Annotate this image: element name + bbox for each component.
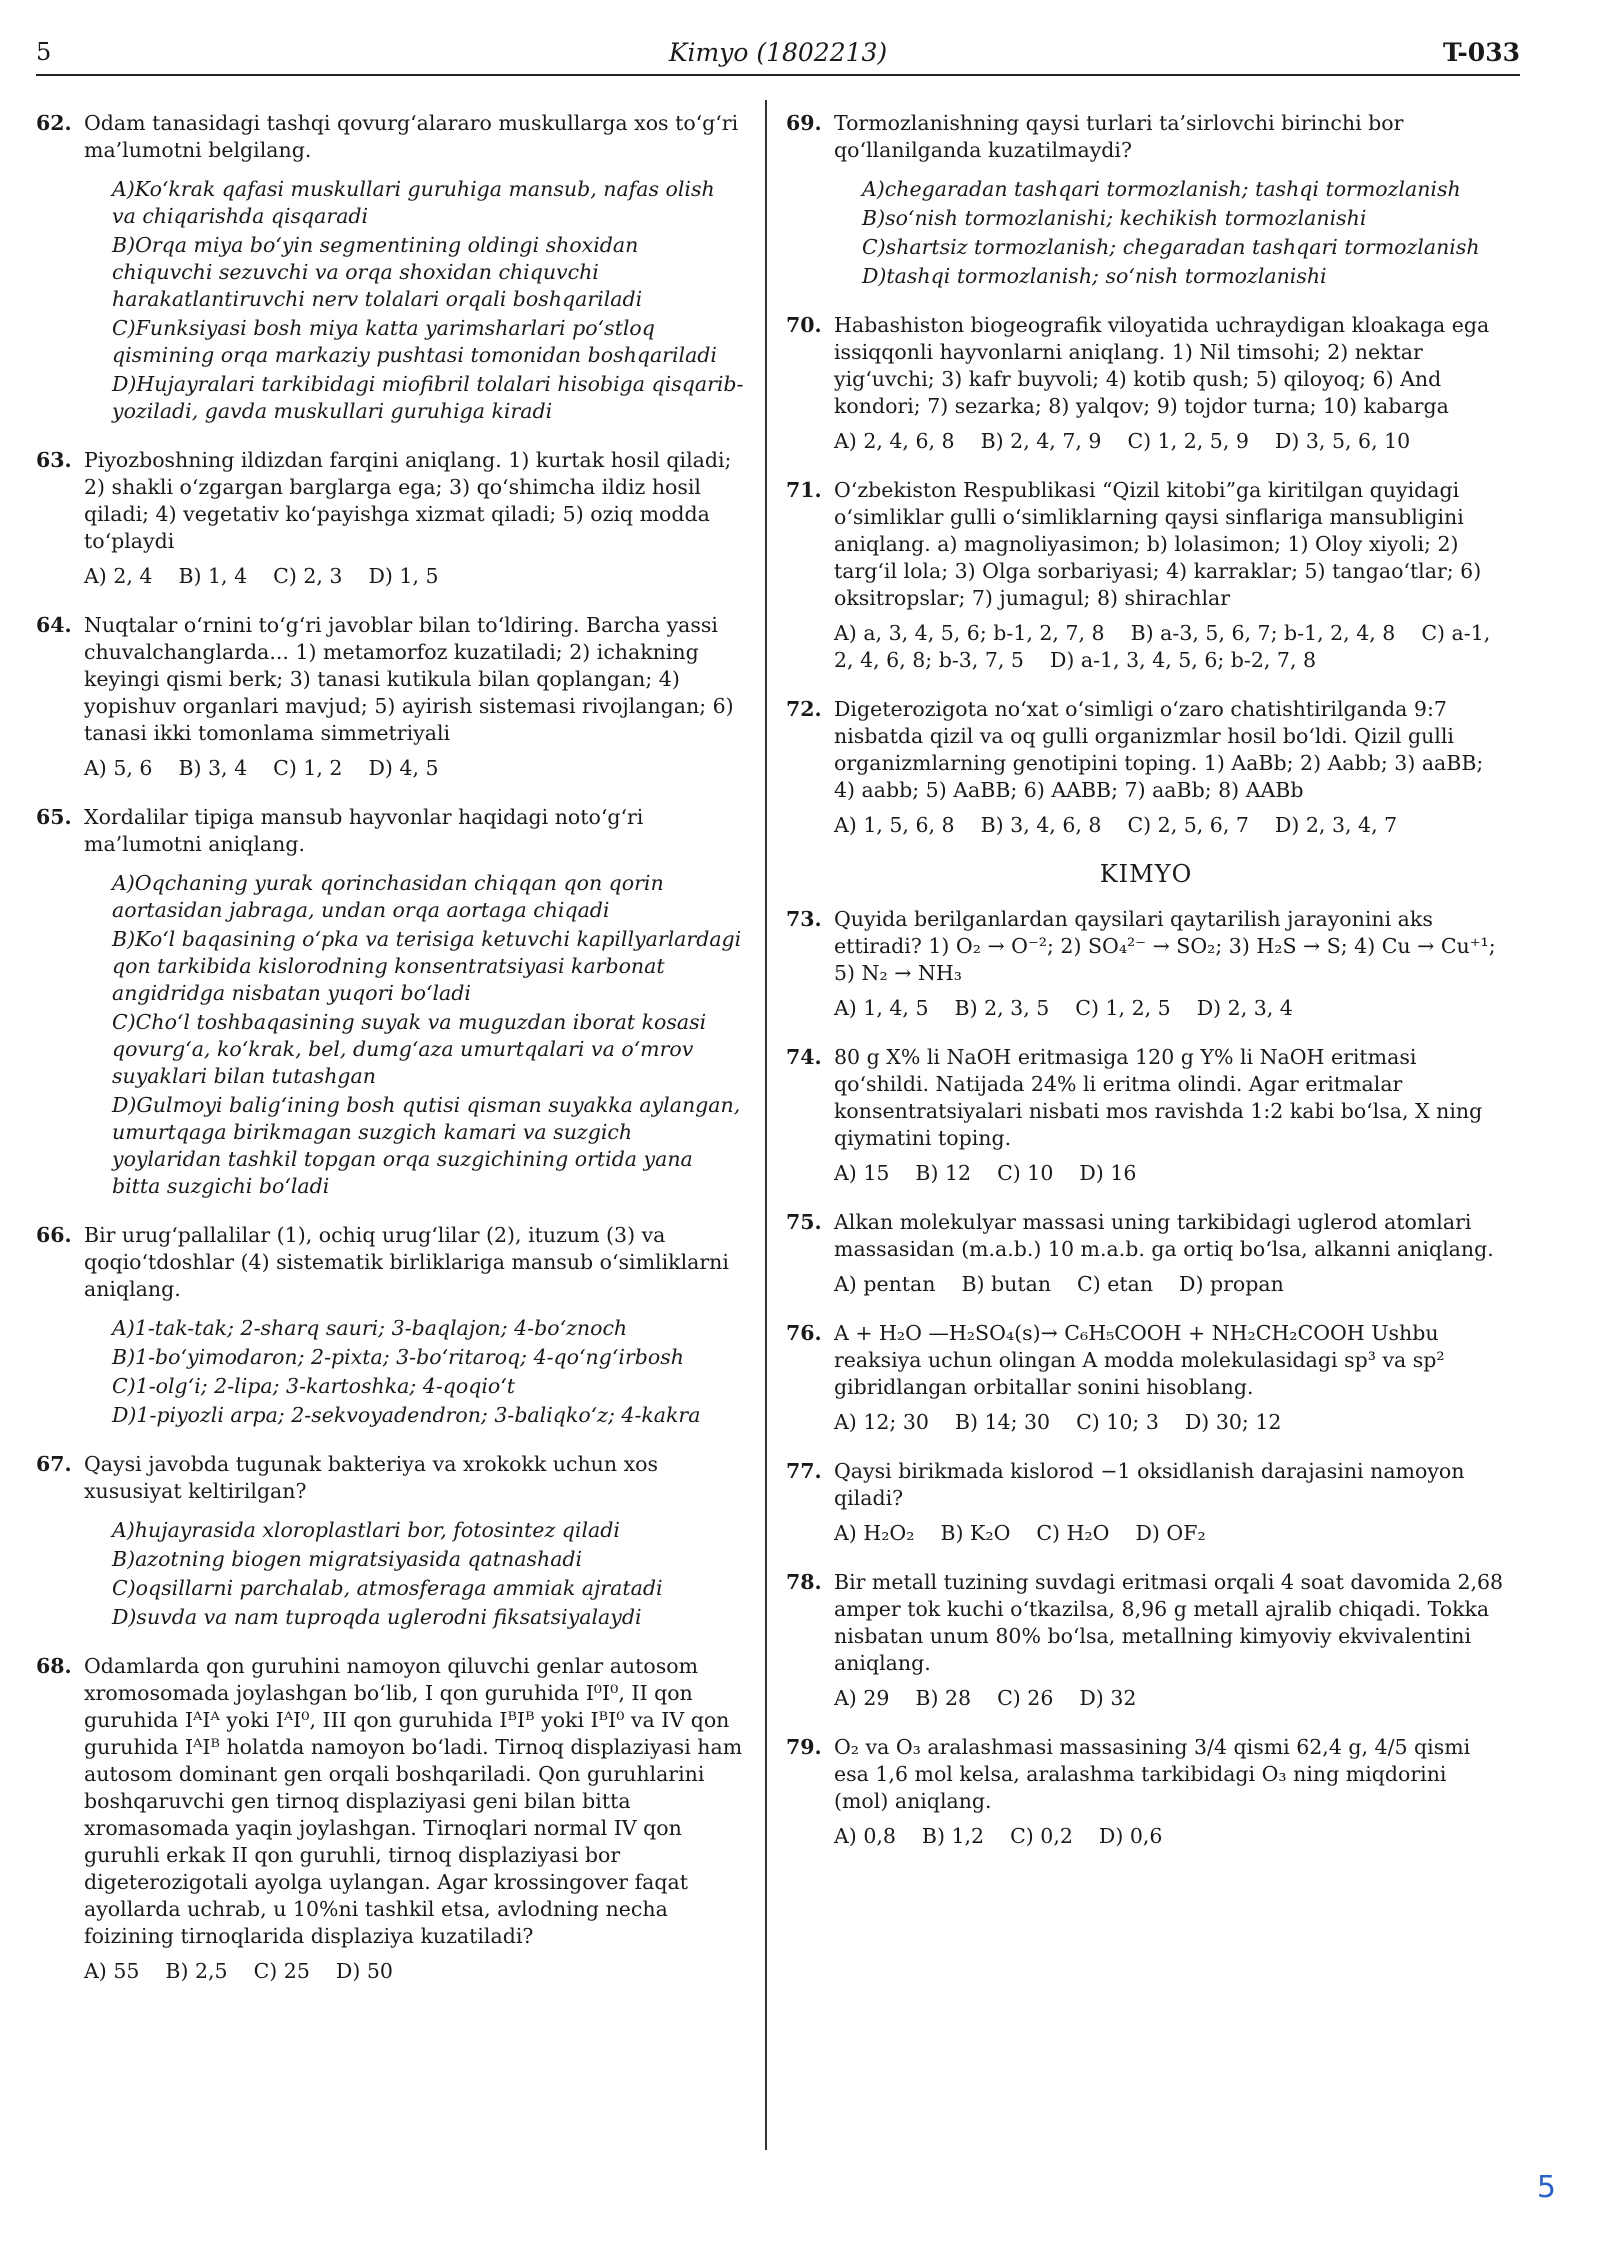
answer-option[interactable]: D)tashqi tormozlanish; so‘nish tormozlanishi xyxy=(862,264,1327,288)
question-text: Alkan molekulyar massasi uning tarkibidagi uglerod atomlari massasidan (m.a.b.) 10 m.a.b. ga ortiq bo‘lsa, alkanni aniqlang. xyxy=(834,1210,1494,1261)
question-item xyxy=(786,1734,1506,1850)
page-header xyxy=(36,34,1520,76)
question-text: Nuqtalar o‘rnini to‘g‘ri javoblar bilan to‘ldiring. Barcha yassi chuvalchanglarda... 1) metamorfoz kuzatiladi; 2) ichakning keyingi qismi berk; 3) tanasi kutikula bilan qoplangan; 4) yopishuv organlari mavjud; 5) ayirish sistemasi rivojlangan; 6) tanasi ikki tomonlama simmetriyali xyxy=(84,613,734,745)
section-title: KIMYO xyxy=(1099,860,1193,888)
question-item xyxy=(36,1451,744,1631)
answer-option[interactable]: C) a-1, 2, 4, 6, 8; b-3, 7, 5 xyxy=(834,621,1491,672)
answer-option[interactable]: C) 25 xyxy=(253,1959,310,1983)
question-item xyxy=(36,1653,744,1985)
answer-options xyxy=(84,1958,744,1985)
answer-option[interactable]: B)azotning biogen migratsiyasida qatnashadi xyxy=(112,1547,583,1571)
answer-options xyxy=(834,812,1506,839)
answer-option[interactable]: B) 1,2 xyxy=(921,1824,985,1848)
question-number: 78. xyxy=(786,1570,822,1594)
answer-option[interactable]: C) H₂O xyxy=(1036,1521,1110,1545)
answer-options xyxy=(834,995,1506,1022)
question-item xyxy=(36,612,744,782)
answer-option[interactable]: C)oqsillarni parchalab, atmosferaga ammiak ajratadi xyxy=(112,1576,663,1600)
answer-options xyxy=(84,1315,744,1429)
question-item xyxy=(786,696,1506,839)
question-item xyxy=(36,804,744,1200)
question-number: 72. xyxy=(786,697,822,721)
answer-option[interactable]: B)Orqa miya bo‘yin segmentining oldingi shoxidan chiquvchi sezuvchi va orqa shoxidan chiquvchi harakatlantiruvchi nerv tolalari orqali boshqariladi xyxy=(112,233,643,311)
answer-option[interactable]: D) 16 xyxy=(1079,1161,1137,1185)
question-number: 63. xyxy=(36,448,72,472)
question-text: Xordalilar tipiga mansub hayvonlar haqidagi noto‘g‘ri ma’lumotni aniqlang. xyxy=(84,805,644,856)
answer-option[interactable]: C) 1, 2, 5, 9 xyxy=(1127,429,1249,453)
answer-option[interactable]: D) 4, 5 xyxy=(368,756,439,780)
answer-option[interactable]: B) 12 xyxy=(915,1161,972,1185)
answer-option[interactable]: A) 1, 4, 5 xyxy=(834,996,929,1020)
answer-option[interactable]: A) a, 3, 4, 5, 6; b-1, 2, 7, 8 xyxy=(834,621,1105,645)
answer-option[interactable]: D)Hujayralari tarkibidagi miofibril tolalari hisobiga qisqarib-yoziladi, gavda muskullari guruhiga kiradi xyxy=(112,372,744,423)
question-text: O‘zbekiston Respublikasi “Qizil kitobi”ga kiritilgan quyidagi o‘simliklar gulli o‘simliklarning qaysi sinflariga mansubligini aniqlang. a) magnoliyasimon; b) lolasimon; 1) Oloy xiyoli; 2) targ‘il lola; 3) Olga sorbariyasi; 4) karraklar; 5) tangao‘tlar; 6) oksitropslar; 7) jumagul; 8) shirachlar xyxy=(834,478,1482,610)
answer-option[interactable]: D) 1, 5 xyxy=(368,564,439,588)
question-number: 66. xyxy=(36,1223,72,1247)
answer-options xyxy=(84,563,744,590)
answer-option[interactable]: B)Ko‘l baqasining o‘pka va terisiga ketuvchi kapillyarlardagi qon tarkibida kislorodning konsentratsiyasi karbonat angidridga nisbatan yuqori bo‘ladi xyxy=(112,927,742,1005)
answer-option[interactable]: B) 3, 4, 6, 8 xyxy=(980,813,1102,837)
answer-option[interactable]: C) 0,2 xyxy=(1010,1824,1073,1848)
question-text: A + H₂O —H₂SO₄(s)→ C₆H₅COOH + NH₂CH₂COOH Ushbu reaksiya uchun olingan A modda molekulasidagi sp³ va sp² gibridlangan orbitallar sonini hisoblang. xyxy=(834,1321,1445,1399)
question-item xyxy=(786,1458,1506,1547)
answer-option[interactable]: C)Funksiyasi bosh miya katta yarimsharlari po‘stloq qismining orqa markaziy pushtasi tomonidan boshqariladi xyxy=(112,316,717,367)
answer-options xyxy=(84,755,744,782)
question-text: Digeterozigota no‘xat o‘simligi o‘zaro chatishtirilganda 9:7 nisbatda qizil va oq gulli organizmlar hosil bo‘ldi. Qizil gulli organizmlarning genotipini toping. 1) AaBb; 2) Aabb; 3) aaBB; 4) aabb; 5) AaBB; 6) AABB; 7) aaBb; 8) AABb xyxy=(834,697,1484,802)
answer-option[interactable]: A) H₂O₂ xyxy=(834,1521,915,1545)
answer-options xyxy=(84,176,744,425)
question-number: 79. xyxy=(786,1735,822,1759)
answer-option[interactable]: A) 12; 30 xyxy=(834,1410,929,1434)
question-number: 67. xyxy=(36,1452,72,1476)
answer-options xyxy=(84,1517,744,1631)
answer-option[interactable]: B)1-bo‘yimodaron; 2-pixta; 3-bo‘ritaroq; 4-qo‘ng‘irbosh xyxy=(112,1345,684,1369)
answer-option[interactable]: D)Gulmoyi balig‘ining bosh qutisi qisman suyakka aylangan, umurtqaga birikmagan suzgich kamari va suzgich yoylaridan tashkil topgan orqa suzgichining ortida yana bitta suzgichi bo‘ladi xyxy=(112,1093,741,1198)
question-item xyxy=(786,477,1506,674)
question-item xyxy=(786,1569,1506,1712)
answer-option[interactable]: D) 3, 5, 6, 10 xyxy=(1274,429,1411,453)
answer-option[interactable]: A) 29 xyxy=(834,1686,890,1710)
question-text: Qaysi birikmada kislorod −1 oksidlanish darajasini namoyon qiladi? xyxy=(834,1459,1465,1510)
answer-option[interactable]: B)so‘nish tormozlanishi; kechikish tormozlanishi xyxy=(862,206,1367,230)
answer-option[interactable]: A) 1, 5, 6, 8 xyxy=(834,813,955,837)
answer-option[interactable]: B) 2, 4, 7, 9 xyxy=(980,429,1102,453)
question-number: 74. xyxy=(786,1045,822,1069)
question-number: 62. xyxy=(36,111,72,135)
answer-option[interactable]: C)Cho‘l toshbaqasining suyak va muguzdan iborat kosasi qovurg‘a, ko‘krak, bel, dumg‘aza umurtqalari va o‘mrov suyaklari bilan tutashgan xyxy=(112,1010,707,1088)
answer-option[interactable]: A)Ko‘krak qafasi muskullari guruhiga mansub, nafas olish va chiqarishda qisqaradi xyxy=(112,177,715,228)
question-text: Piyozboshning ildizdan farqini aniqlang. 1) kurtak hosil qiladi; 2) shakli o‘zgargan barglarga ega; 3) qo‘shimcha ildiz hosil qiladi; 4) vegetativ ko‘payishga xizmat qiladi; 5) oziq modda to‘playdi xyxy=(84,448,732,553)
answer-option[interactable]: C) 10; 3 xyxy=(1076,1410,1159,1434)
answer-option[interactable]: C) 26 xyxy=(997,1686,1054,1710)
answer-option[interactable]: A) pentan xyxy=(834,1272,936,1296)
answer-option[interactable]: A) 5, 6 xyxy=(84,756,153,780)
answer-option[interactable]: B) a-3, 5, 6, 7; b-1, 2, 4, 8 xyxy=(1130,621,1396,645)
question-number: 71. xyxy=(786,478,822,502)
answer-option[interactable]: C) 2, 3 xyxy=(273,564,343,588)
answer-option[interactable]: A)1-tak-tak; 2-sharq sauri; 3-baqlajon; 4-bo‘znoch xyxy=(112,1316,628,1340)
question-number: 69. xyxy=(786,111,822,135)
question-number: 70. xyxy=(786,313,822,337)
answer-options xyxy=(834,1685,1506,1712)
answer-options xyxy=(84,870,744,1200)
question-item xyxy=(786,1320,1506,1436)
header-page-number: 5 xyxy=(36,38,52,66)
question-item xyxy=(36,1222,744,1429)
answer-option[interactable]: C) 10 xyxy=(997,1161,1054,1185)
question-text: Bir urug‘pallalilar (1), ochiq urug‘lilar (2), ituzum (3) va qoqio‘tdoshlar (4) sistematik birliklariga mansub o‘simliklarni aniqlang. xyxy=(84,1223,729,1301)
question-number: 75. xyxy=(786,1210,822,1234)
answer-option[interactable]: A)chegaradan tashqari tormozlanish; tashqi tormozlanish xyxy=(862,177,1461,201)
answer-options xyxy=(834,428,1506,455)
answer-option[interactable]: D) propan xyxy=(1179,1272,1284,1296)
question-number: 73. xyxy=(786,907,822,931)
answer-option[interactable]: A) 55 xyxy=(84,1959,140,1983)
question-item xyxy=(786,1209,1506,1298)
question-item xyxy=(786,1044,1506,1187)
answer-option[interactable]: D) 50 xyxy=(335,1959,393,1983)
answer-option[interactable]: B) 14; 30 xyxy=(954,1410,1051,1434)
corner-page-number: 5 xyxy=(1536,2170,1556,2205)
answer-option[interactable]: A)hujayrasida xloroplastlari bor, fotosintez qiladi xyxy=(112,1518,620,1542)
answer-options xyxy=(834,1823,1506,1850)
answer-option[interactable]: D)suvda va nam tuproqda uglerodni fiksatsiyalaydi xyxy=(112,1605,642,1629)
answer-option[interactable]: D) 2, 3, 4 xyxy=(1196,996,1293,1020)
answer-option[interactable]: D) 32 xyxy=(1079,1686,1137,1710)
question-item xyxy=(786,312,1506,455)
answer-option[interactable]: D) a-1, 3, 4, 5, 6; b-2, 7, 8 xyxy=(1049,648,1317,672)
question-number: 68. xyxy=(36,1654,72,1678)
answer-option[interactable]: C)shartsiz tormozlanish; chegaradan tashqari tormozlanish xyxy=(862,235,1480,259)
header-code: T-033 xyxy=(1442,38,1520,67)
answer-option[interactable]: D) 0,6 xyxy=(1098,1824,1163,1848)
answer-options xyxy=(834,1520,1506,1547)
answer-options xyxy=(834,176,1506,290)
answer-option[interactable]: A) 2, 4, 6, 8 xyxy=(834,429,955,453)
question-text: Bir metall tuzining suvdagi eritmasi orqali 4 soat davomida 2,68 amper tok kuchi o‘tkazilsa, 8,96 g metall ajralib chiqadi. Tokka nisbatan unum 80% bo‘lsa, metallning kimyoviy ekvivalentini aniqlang. xyxy=(834,1570,1504,1675)
answer-option[interactable]: D) 2, 3, 4, 7 xyxy=(1274,813,1398,837)
answer-option[interactable]: D) OF₂ xyxy=(1135,1521,1206,1545)
question-text: Odamlarda qon guruhini namoyon qiluvchi genlar autosom xromosomada joylashgan bo‘lib, I qon guruhida I⁰I⁰, II qon guruhida IᴬIᴬ yoki IᴬI⁰, III qon guruhida IᴮIᴮ yoki IᴮI⁰ va IV qon guruhida IᴬIᴮ holatda namoyon bo‘ladi. Tirnoq displaziyasi ham autosom dominant gen orqali boshqariladi. Qon guruhlarini boshqaruvchi gen tirnoq displaziyasi geni bilan bitta xromasomada yaqin joylashgan. Tirnoqlari normal IV qon guruhli erkak II qon guruhli, tirnoq displaziyasi bor digeterozigotali ayolga uylangan. Agar krossingover faqat ayollarda uchrab, u 10%ni tashkil etsa, avlodning necha foizining tirnoqlarida displaziya kuzatiladi? xyxy=(84,1654,743,1948)
answer-option[interactable]: D) 30; 12 xyxy=(1184,1410,1282,1434)
answer-option[interactable]: A) 0,8 xyxy=(834,1824,896,1848)
answer-option[interactable]: D)1-piyozli arpa; 2-sekvoyadendron; 3-baliqko‘z; 4-kakra xyxy=(112,1403,701,1427)
answer-options xyxy=(834,1409,1506,1436)
answer-option[interactable]: C)1-olg‘i; 2-lipa; 3-kartoshka; 4-qoqio‘t xyxy=(112,1374,516,1398)
answer-option[interactable]: B) 28 xyxy=(915,1686,972,1710)
answer-option[interactable]: B) K₂O xyxy=(940,1521,1011,1545)
answer-option[interactable]: C) 1, 2 xyxy=(273,756,343,780)
answer-option[interactable]: A) 2, 4 xyxy=(84,564,153,588)
question-item xyxy=(36,110,744,425)
answer-option[interactable]: A)Oqchaning yurak qorinchasidan chiqqan qon qorin aortasidan jabraga, undan orqa aortaga chiqadi xyxy=(112,871,664,922)
answer-option[interactable]: C) 2, 5, 6, 7 xyxy=(1127,813,1249,837)
column-divider xyxy=(765,100,767,2150)
question-number: 76. xyxy=(786,1321,822,1345)
question-text: Qaysi javobda tugunak bakteriya va xrokokk uchun xos xususiyat keltirilgan? xyxy=(84,1452,659,1503)
answer-option[interactable]: C) 1, 2, 5 xyxy=(1075,996,1171,1020)
answer-options xyxy=(834,1271,1506,1298)
answer-option[interactable]: B) 1, 4 xyxy=(178,564,248,588)
question-number: 65. xyxy=(36,805,72,829)
answer-options xyxy=(834,1160,1506,1187)
question-text: O₂ va O₃ aralashmasi massasining 3/4 qismi 62,4 g, 4/5 qismi esa 1,6 mol kelsa, aralashma tarkibidagi O₃ ning miqdorini (mol) aniqlang. xyxy=(834,1735,1471,1813)
question-item xyxy=(36,447,744,590)
question-number: 77. xyxy=(786,1459,822,1483)
question-text: Odam tanasidagi tashqi qovurg‘alararo muskullarga xos to‘g‘ri ma’lumotni belgilang. xyxy=(84,111,739,162)
question-item xyxy=(786,110,1506,290)
left-column xyxy=(36,110,744,2007)
answer-option[interactable]: B) 2,5 xyxy=(165,1959,228,1983)
answer-option[interactable]: C) etan xyxy=(1077,1272,1154,1296)
answer-option[interactable]: B) 3, 4 xyxy=(178,756,248,780)
answer-option[interactable]: B) 2, 3, 5 xyxy=(954,996,1050,1020)
answer-options xyxy=(834,620,1506,674)
question-text: Quyida berilganlardan qaysilari qaytarilish jarayonini aks ettiradi? 1) O₂ → O⁻²; 2) SO₄²⁻ → SO₂; 3) H₂S → S; 4) Cu → Cu⁺¹; 5) N₂ → NH₃ xyxy=(834,907,1496,985)
question-number: 64. xyxy=(36,613,72,637)
right-column xyxy=(786,110,1506,1872)
question-text: 80 g X% li NaOH eritmasiga 120 g Y% li NaOH eritmasi qo‘shildi. Natijada 24% li eritma olindi. Agar eritmalar konsentratsiyalari nisbati mos ravishda 1:2 kabi bo‘lsa, X ning qiymatini toping. xyxy=(834,1045,1483,1150)
question-text: Habashiston biogeografik viloyatida uchraydigan kloakaga ega issiqqonli hayvonlarni aniqlang. 1) Nil timsohi; 2) nektar yig‘uvchi; 3) kafr buyvoli; 4) kotib qush; 5) qiloyoq; 6) And kondori; 7) sezarka; 8) yalqov; 9) tojdor turna; 10) kabarga xyxy=(834,313,1490,418)
answer-option[interactable]: A) 15 xyxy=(834,1161,890,1185)
question-text: Tormozlanishning qaysi turlari ta’sirlovchi birinchi bor qo‘llanilganda kuzatilmaydi? xyxy=(834,111,1404,162)
question-item xyxy=(786,906,1506,1022)
answer-option[interactable]: B) butan xyxy=(961,1272,1052,1296)
header-title: Kimyo (1802213) xyxy=(668,38,888,67)
